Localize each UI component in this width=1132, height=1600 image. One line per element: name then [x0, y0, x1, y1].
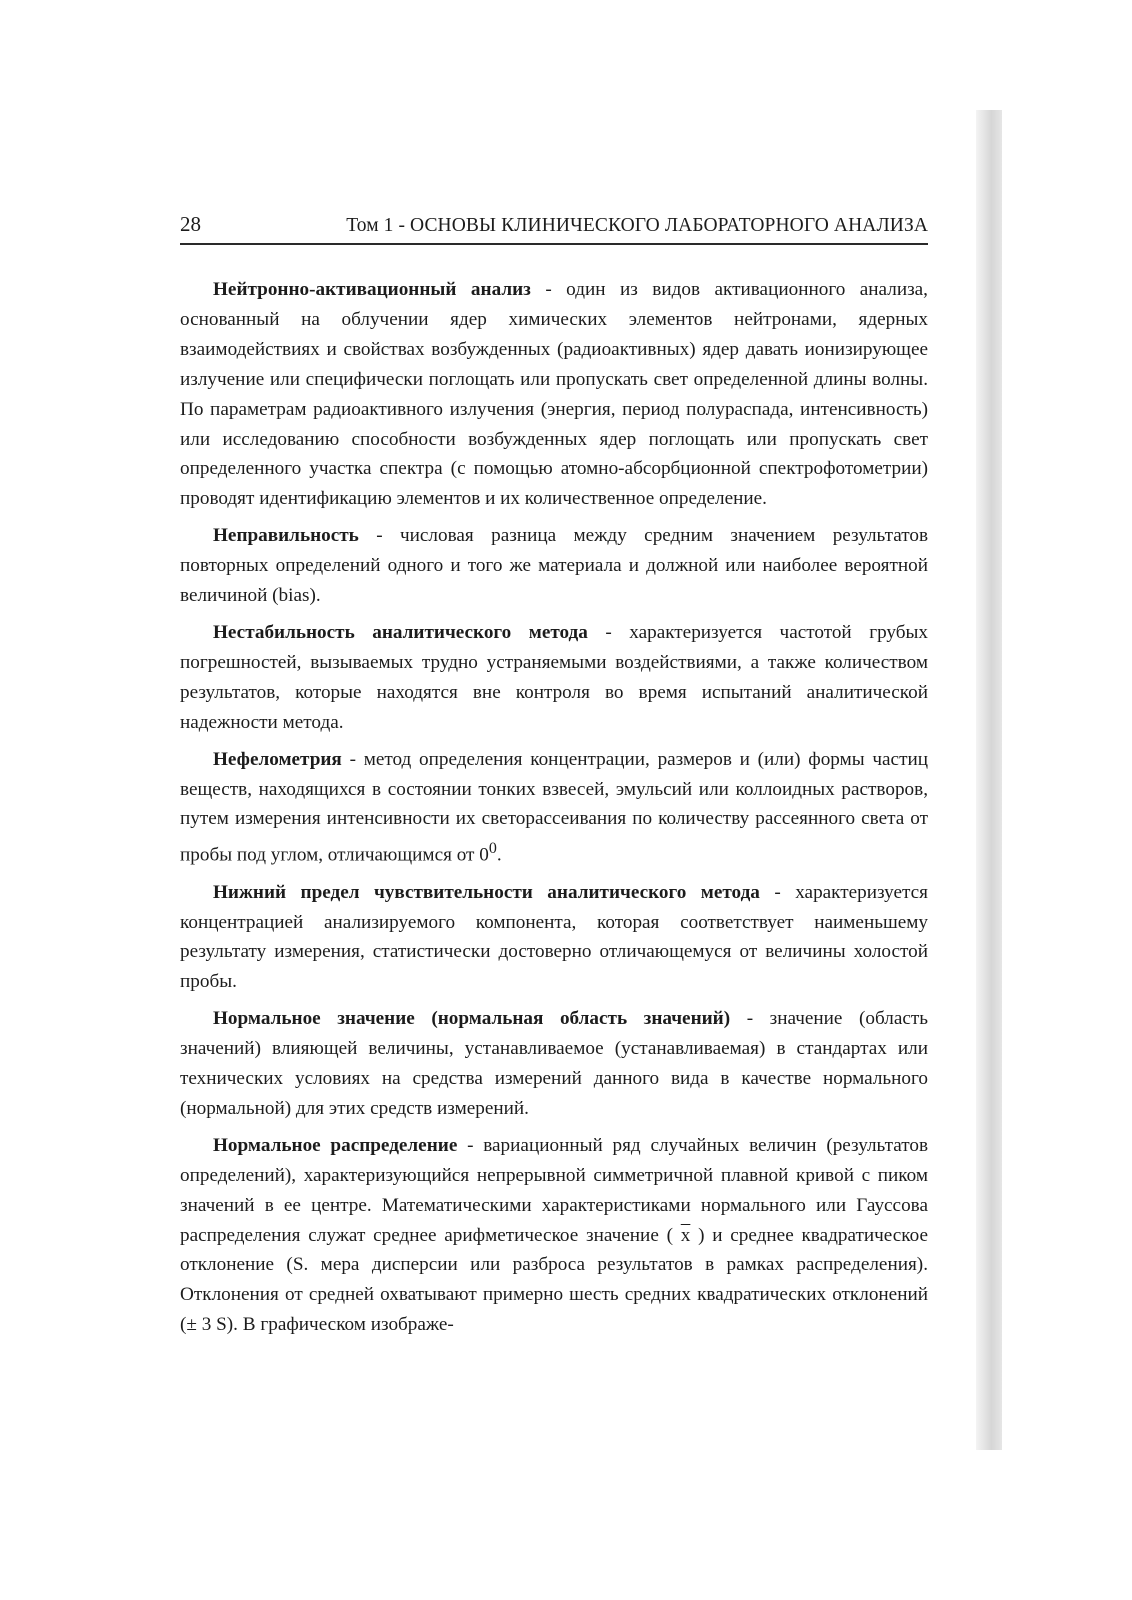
entry-definition: - характеризуется концентрацией анализируемого компонента, которая соответствует наименьшему результату измерения, статистически достоверно отличающемуся от величины холостой пробы.: [180, 881, 929, 993]
entry-term: Нормальное распределение: [213, 1134, 458, 1156]
book-page: [180, 212, 928, 1347]
glossary-entry-normal-value: [180, 1004, 928, 1124]
glossary-entry-nephelometry: [180, 745, 928, 871]
entry-definition: - вариационный ряд случайных величин (результатов определений), характеризующийся непрерывной симметричной плавной кривой с пиком значений в ее центре. Математическими характеристиками нормального или Гауссова распределения служат среднее арифметическое значение (: [180, 1134, 929, 1246]
entry-term: Нижний предел чувствительности аналитического метода: [213, 881, 760, 903]
page-number: 28: [180, 212, 201, 236]
glossary-entry-method-instability: [180, 618, 928, 738]
glossary-entry-neutron-activation: [180, 275, 928, 514]
running-title: Том 1 - ОСНОВЫ КЛИНИЧЕСКОГО ЛАБОРАТОРНОГО АНАЛИЗА: [346, 215, 928, 236]
entry-definition-end: .: [496, 844, 502, 866]
entry-term: Нестабильность аналитического метода: [213, 621, 588, 643]
glossary-entry-normal-distribution: [180, 1131, 928, 1340]
glossary-entry-lower-sensitivity-limit: [180, 878, 928, 998]
glossary-entry-incorrectness: [180, 521, 928, 611]
entry-definition-end: ) и среднее квадратическое отклонение (S. мера дисперсии или разброса результатов в рамках распределения). Отклонения от средней охватывают примерно шесть средних квадратических отклонений (± 3 S). В графическом изображе-: [180, 1224, 929, 1336]
entry-definition: - значение (область значений) влияющей величины, устанавливаемое (устанавливаемая) в стандартах или технических условиях на средства измерений данного вида в качестве нормального (нормальной) для этих средств измерений.: [180, 1008, 929, 1119]
degree-superscript: 0: [488, 840, 497, 858]
page-header: [180, 212, 928, 245]
entry-term: Нефелометрия: [213, 748, 342, 770]
entry-definition: - один из видов активационного анализа, основанный на облучении ядер химических элементов нейтронами, ядерных взаимодействиях и свойствах возбужденных (радиоактивных) ядер давать ионизирующее излучение или специфически поглощать или пропускать свет определенной длины волны. По параметрам радиоактивного излучения (энергия, период полураспада, интенсивность) или исследованию способности возбужденных ядер поглощать или пропускать свет определенного участка спектра (с помощью атомно-абсорбционной спектрофотометрии) проводят идентификацию элементов и их количественное определение.: [180, 279, 928, 510]
entry-term: Неправильность: [213, 525, 359, 547]
mean-symbol: $\overline{x}$: [680, 1224, 691, 1246]
scan-edge-shadow: [976, 110, 1002, 1450]
entry-definition: - числовая разница между средним значением результатов повторных определений одного и того же материала и должной или наиболее вероятной величиной (bias).: [180, 525, 928, 607]
entry-definition: - метод определения концентрации, размеров и (или) формы частиц веществ, находящихся в состоянии тонких взвесей, эмульсий или коллоидных растворов, путем измерения интенсивности их светорассеивания по количеству рассеянного света от пробы под углом, отличающимся от 0: [180, 748, 928, 866]
entry-term: Нейтронно-активационный анализ: [213, 279, 531, 300]
entry-definition: - характеризуется частотой грубых погрешностей, вызываемых трудно устраняемыми воздействиями, а также количеством результатов, которые находятся вне контроля во время испытаний аналитической надежности метода.: [180, 621, 928, 733]
entry-term: Нормальное значение (нормальная область значений): [213, 1008, 731, 1030]
